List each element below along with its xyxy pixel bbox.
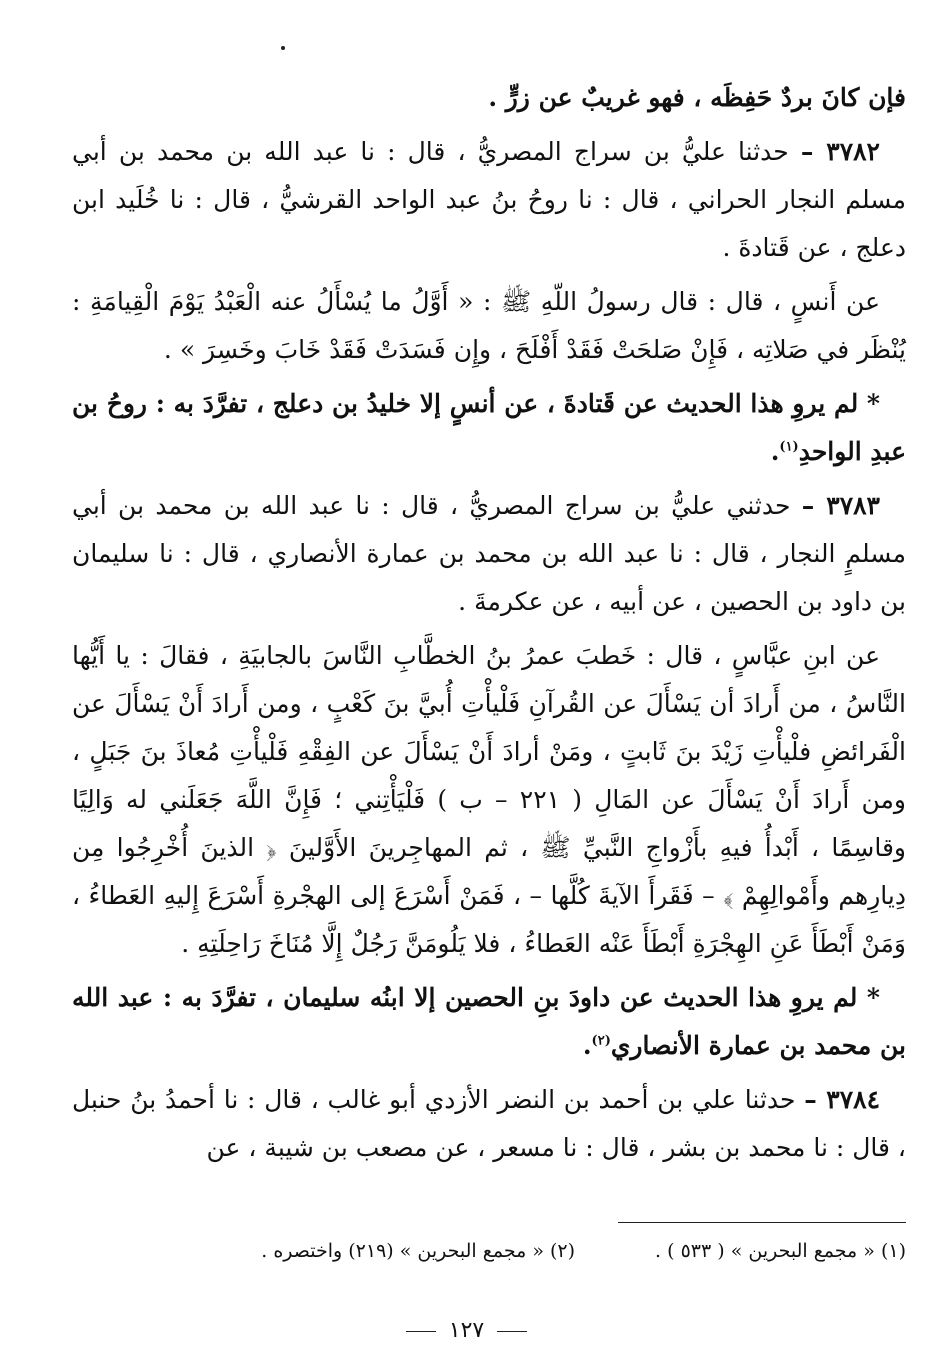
hadith-3782 [72, 128, 906, 272]
paragraph-text: حدثني عليُّ بن سراج المصريُّ ، قال : نا عبد الله بن محمد بن أبي مسلمٍ النجار ، قال : نا عبد الله بن محمد بن عمارة الأنصاري ، قال : نا سليمان بن داود بن الحصين ، عن أبيه ، عن عكرمةَ . [72, 491, 906, 616]
footnote-ref-1: (١) [779, 439, 799, 455]
footnotes [72, 1236, 906, 1266]
hadith-number: ٣٧٨٤ – [804, 1085, 880, 1114]
paragraph-text: فإن كانَ بردٌ حَفِظَه ، فهو غريبٌ عن زرٍّ . [488, 83, 906, 112]
paragraph-text: عن أَنسٍ ، قال : قال رسولُ اللّهِ ﷺ : « أَوَّلُ ما يُسْأَلُ عنه الْعَبْدُ يَوْمَ الْقِيامَةِ : يُنْظَر في صَلاتِه ، فَإِنْ صَلحَتْ فَقَدْ أَفْلَحَ ، وإِن فَسَدَتْ فَقَدْ خَابَ وخَسِرَ » . [72, 287, 906, 364]
hadith-number: ٣٧٨٣ – [801, 491, 880, 520]
commentary-3783: * لم يروِ هذا الحديث عن داودَ بنِ الحصين إلا ابنُه سليمان ، تفرَّدَ به : عبد الله بن محمد بن عمارة الأنصاري$^{(٢)}$. [72, 983, 906, 1060]
page-number [0, 1318, 933, 1343]
hadith-number: ٣٧٨٢ – [800, 137, 880, 166]
hadith-3783 [72, 482, 906, 626]
paragraph-text: حدثنا علي بن أحمد بن النضر الأزدي أبو غالب ، قال : نا أحمدُ بنُ حنبل ، قال : نا محمد بن بشر ، قال : نا مسعر ، عن مصعب بن شيبة ، عن [72, 1085, 906, 1162]
dash-right [406, 1331, 436, 1332]
dash-left [497, 1331, 527, 1332]
commentary-3782: * لم يروِ هذا الحديث عن قَتادةَ ، عن أنسٍ إلا خليدُ بن دعلج ، تفرَّدَ به : روحُ بن عبدِ الواحدِ$^{(١)}$. [72, 389, 906, 466]
paragraph-1 [72, 74, 906, 122]
paragraph-text: حدثنا عليُّ بن سراج المصريُّ ، قال : نا عبد الله بن محمد بن أبي مسلم النجار الحراني ، قال : نا روحُ بنُ عبد الواحد القرشيُّ ، قال : نا خُلَيد ابن دعلج ، عن قَتادةَ . [72, 137, 906, 262]
footnote-1: (١) « مجمع البحرين » ( ٥٣٣ ) . [655, 1240, 906, 1262]
main-text [72, 74, 906, 1172]
footnote-separator [618, 1222, 906, 1223]
paragraph-text: عن ابنِ عبَّاسٍ ، قال : خَطبَ عمرُ بنُ الخطَّابِ النَّاسَ بالجابيَةِ ، فقالَ : يا أَيُّها النَّاسُ ، من أَرادَ أن يَسْأَلَ عن القُرآنِ فَلْيأْتِ أُبيَّ بنَ كَعْبٍ ، ومن أَرادَ أَنْ يَسْأَلَ عن الْفَرائضِ فلْيأْتِ زَيْدَ بنَ ثَابتٍ ، ومَنْ أرادَ أَنْ يَسْأَلَ عن الفِقْهِ فَلْيأْتِ مُعاذَ بنَ جَبَلٍ ، ومن أَرادَ أَنْ يَسْأَلَ عن المَالِ ( ٢٢١ – ب ) فَلْيَأْتِني ؛ فَإِنَّ اللَّهَ جَعَلَني له وَالِيًا وقاسِمًا ، أَبْدأُ فيهِ بأَزْواجِ النَّبيِّ ﷺ ، ثم المهاجِرينَ الأَوَّلينَ ﴿ الذينَ أُخْرِجُوا مِن دِيارِهم وأَمْوالِهِمْ ﴾ – فَقَرأَ الآيةَ كُلَّها – ، فَمَنْ أَسْرَعَ إلى الهجْرةِ أَسْرَعَ إِليهِ العَطاءُ ، وَمَنْ أَبْطَأَ عَنِ الهِجْرَةِ أَبْطَأَ عَنْه العَطاءُ ، فلا يَلُومَنَّ رَجُلٌ إِلَّا مُنَاخَ رَاحِلَتِهِ . [72, 641, 906, 958]
footnote-2: (٢) « مجمع البحرين » (٢١٩) واختصره . [261, 1240, 576, 1262]
page-number-text: ١٢٧ [448, 1318, 485, 1343]
paragraph-text: * لم يروِ هذا الحديث عن داودَ بنِ الحصين إلا ابنُه سليمان ، تفرَّدَ به : عبد الله بن محمد بن عمارة الأنصاري [72, 983, 906, 1060]
footnote-ref-2: (٢) [591, 1033, 611, 1049]
hadith-3784 [72, 1076, 906, 1172]
paragraph-matn-3782 [72, 278, 906, 374]
paragraph-matn-3783 [72, 632, 906, 968]
paragraph-text: * لم يروِ هذا الحديث عن قَتادةَ ، عن أنسٍ إلا خليدُ بن دعلج ، تفرَّدَ به : روحُ بن عبدِ الواحدِ [72, 389, 906, 466]
page-dot [281, 46, 285, 50]
